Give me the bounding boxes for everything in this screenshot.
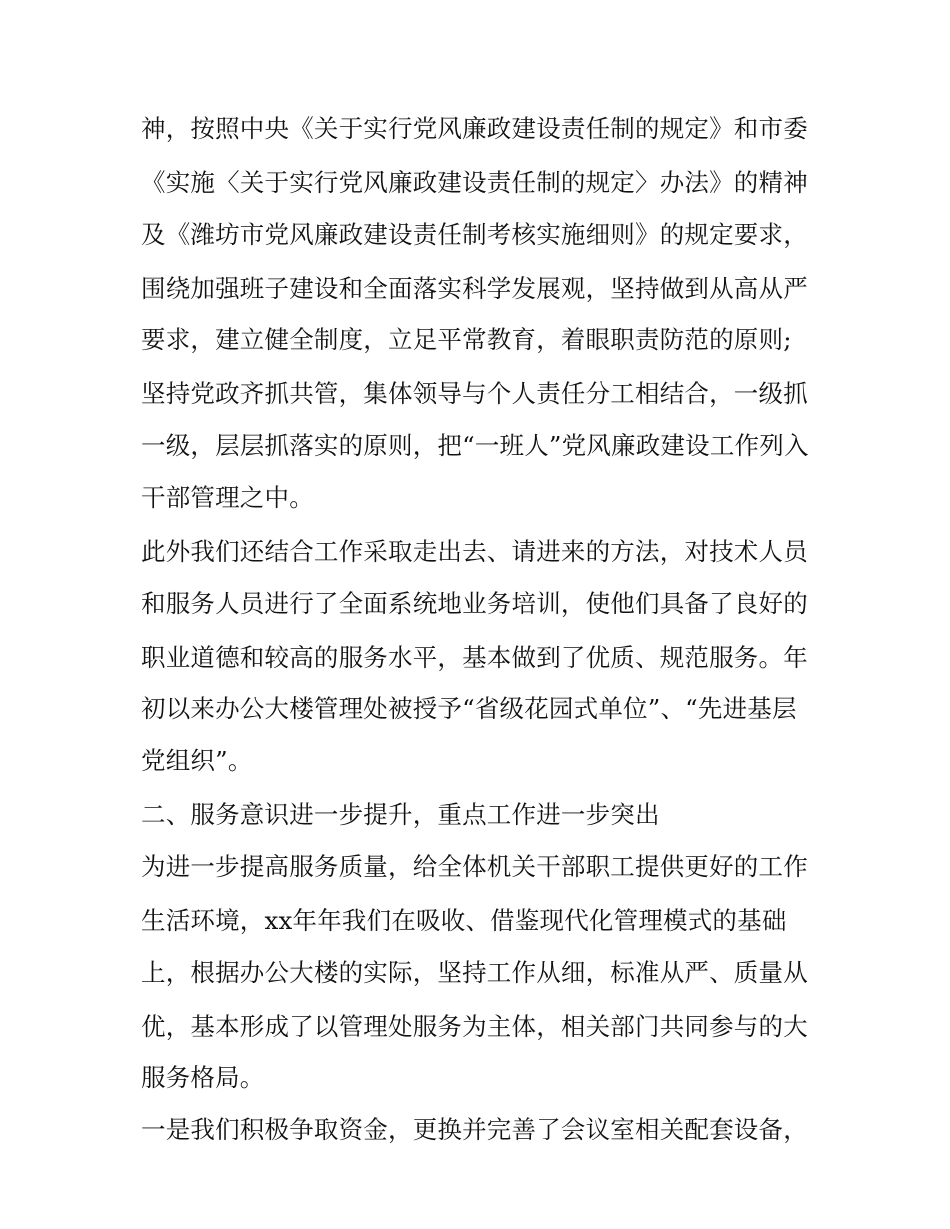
text-line: 神，按照中央《关于实行党风廉政建设责任制的规定》和市委 xyxy=(141,114,808,143)
text-line: 坚持党政齐抓共管，集体领导与个人责任分工相结合，一级抓 xyxy=(141,379,808,408)
text-line: 党组织”。 xyxy=(141,746,253,775)
text-line: 和服务人员进行了全面系统地业务培训，使他们具备了良好的 xyxy=(141,589,808,618)
text-line: 上，根据办公大楼的实际，坚持工作从细，标准从严、质量从 xyxy=(141,958,808,987)
text-line: 此外我们还结合工作采取走出去、请进来的方法，对技术人员 xyxy=(141,537,808,566)
text-line: 优，基本形成了以管理处服务为主体，相关部门共同参与的大 xyxy=(141,1012,808,1041)
text-line: 一是我们积极争取资金，更换并完善了会议室相关配套设备， xyxy=(141,1115,808,1144)
text-line: 一级，层层抓落实的原则，把“一班人”党风廉政建设工作列入 xyxy=(141,431,809,460)
text-line: 职业道德和较高的服务水平，基本做到了优质、规范服务。年 xyxy=(141,643,808,672)
text-line: 围绕加强班子建设和全面落实科学发展观，坚持做到从高从严 xyxy=(141,274,808,303)
text-line: 为进一步提高服务质量，给全体机关干部职工提供更好的工作 xyxy=(141,852,808,881)
text-line: 初以来办公大楼管理处被授予“省级花园式单位”、“先进基层 xyxy=(141,694,797,723)
text-line: 干部管理之中。 xyxy=(141,483,314,512)
text-line: 《实施〈关于实行党风廉政建设责任制的规定〉办法》的精神 xyxy=(141,168,808,197)
text-line: 生活环境，xx年年我们在吸收、借鉴现代化管理模式的基础 xyxy=(141,906,787,935)
text-line: 要求，建立健全制度，立足平常教育，着眼职责防范的原则; xyxy=(141,325,792,354)
text-line: 及《潍坊市党风廉政建设责任制考核实施细则》的规定要求， xyxy=(141,220,808,249)
section-heading: 二、服务意识进一步提升，重点工作进一步突出 xyxy=(141,800,660,829)
text-line: 服务格局。 xyxy=(141,1063,265,1092)
